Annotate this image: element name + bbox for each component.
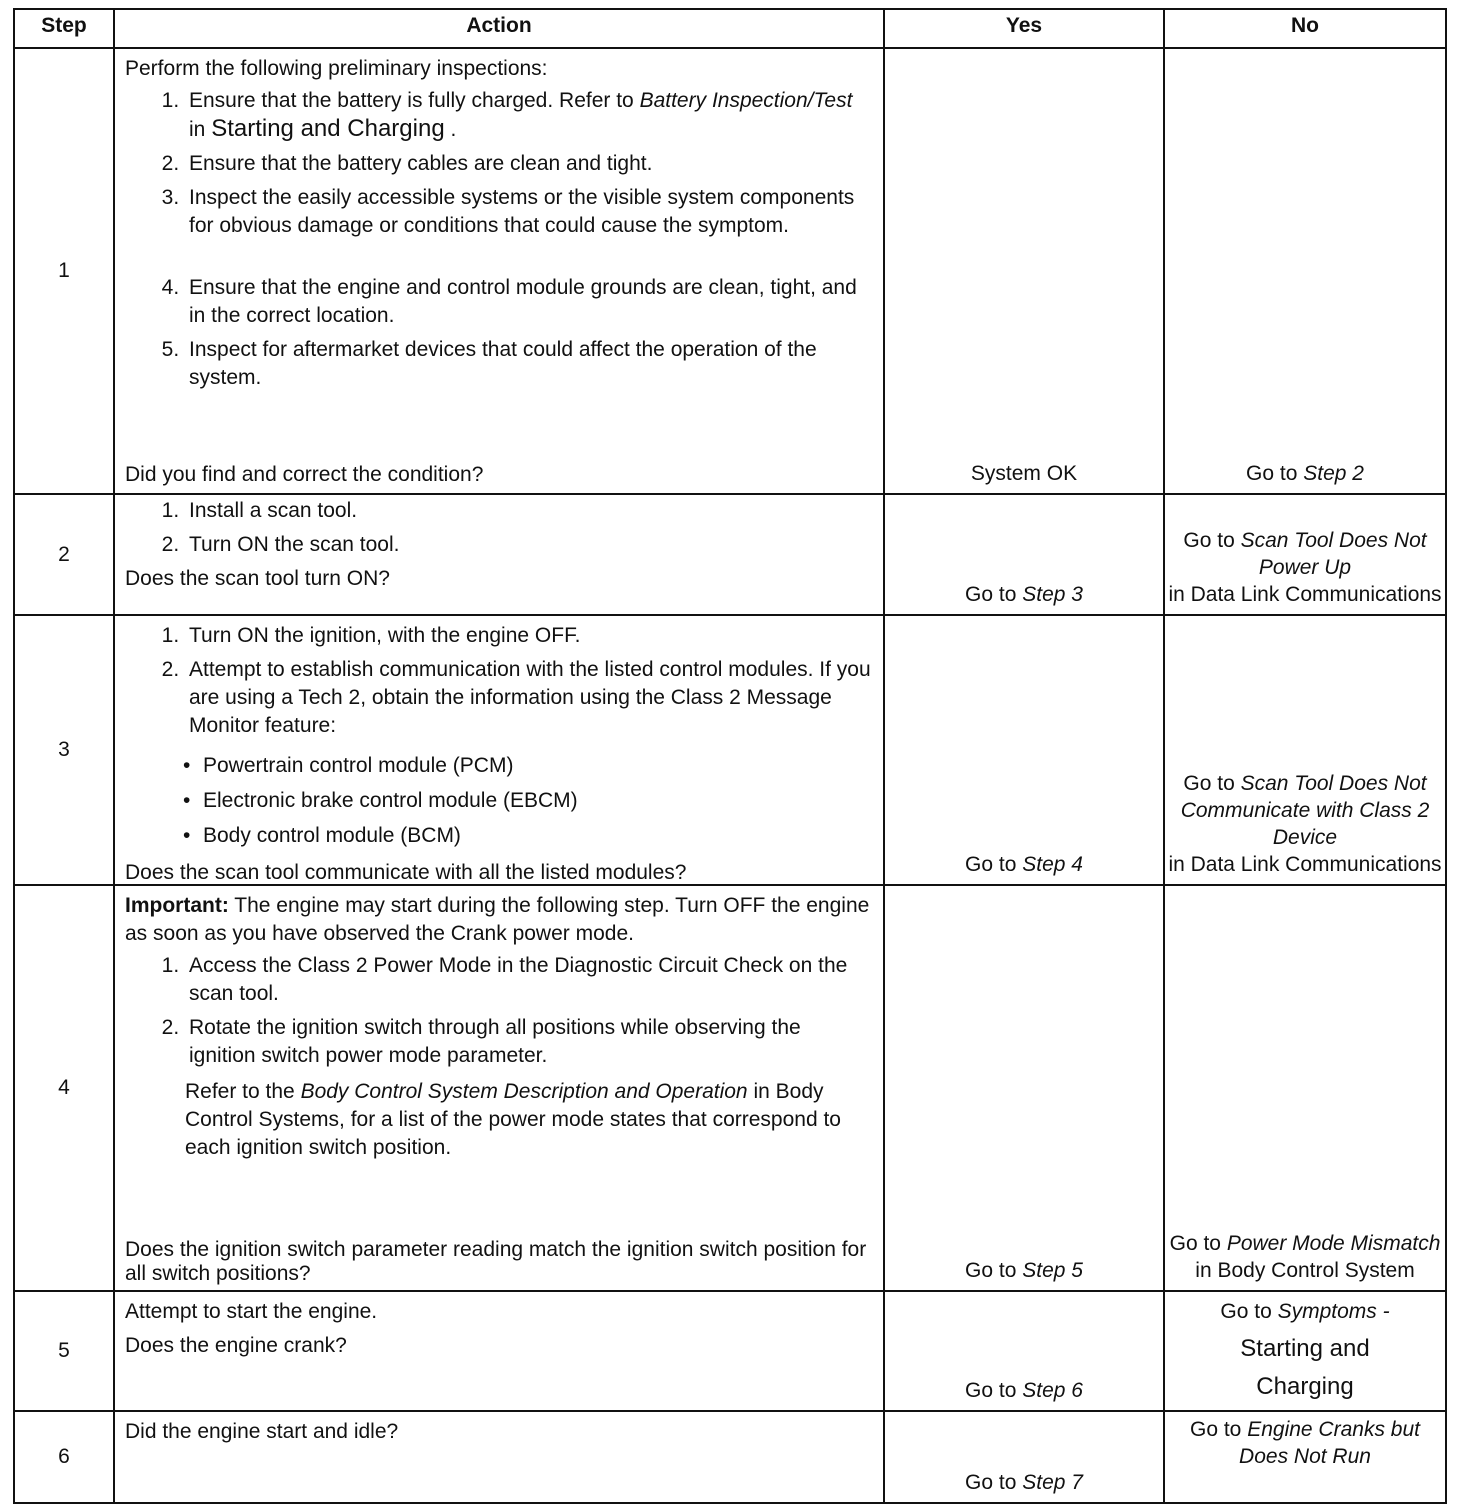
action-cell [114, 615, 884, 885]
action-question: Did the engine start and idle? [125, 1420, 399, 1443]
no-cell [1164, 1291, 1446, 1411]
bullet-list [125, 752, 873, 857]
list-item: 1. Turn ON the ignition, with the engine OFF. [185, 622, 873, 650]
list-item: 1. Install a scan tool. [185, 497, 873, 525]
list-item: 1. Ensure that the battery is fully charged. Refer to Battery Inspection/Test in Starting and Charging . [185, 87, 873, 144]
no-cell [1164, 48, 1446, 494]
step-number: 3 [14, 615, 114, 885]
list-item: 4. Ensure that the engine and control module grounds are clean, tight, and in the correct location. [185, 274, 873, 330]
yes-cell [884, 1411, 1164, 1503]
no-cell [1164, 494, 1446, 615]
list-item: 2. Rotate the ignition switch through all positions while observing the ignition switch power mode parameter. [185, 1014, 873, 1070]
list-item: • Electronic brake control module (EBCM) [203, 787, 873, 815]
no-cell [1164, 615, 1446, 885]
table-row [14, 1411, 1446, 1503]
action-intro: Attempt to start the engine. [125, 1300, 378, 1323]
yes-result: Go to Step 4 [965, 853, 1083, 876]
numbered-list [125, 497, 873, 559]
numbered-list [125, 87, 873, 398]
reference-note: Refer to the Body Control System Description and Operation in Body Control Systems, for a list of the power mode states that correspond to each ignition switch position. [185, 1080, 841, 1159]
yes-cell [884, 885, 1164, 1291]
list-item: 2. Ensure that the battery cables are clean and tight. [185, 150, 873, 178]
yes-result: Go to Step 3 [965, 583, 1083, 606]
no-result: Go to Engine Cranks but Does Not Run [1190, 1418, 1420, 1468]
list-item: 2. Attempt to establish communication with the listed control modules. If you are using a Tech 2, obtain the information using the Class 2 Message Monitor feature: [185, 656, 873, 740]
action-question: Does the scan tool turn ON? [125, 567, 390, 590]
action-question: Does the engine crank? [125, 1334, 347, 1357]
table-row [14, 615, 1446, 885]
header-step: Step [14, 9, 114, 48]
action-cell [114, 1291, 884, 1411]
step-number: 1 [14, 48, 114, 494]
action-question: Did you find and correct the condition? [125, 463, 484, 486]
action-cell [114, 885, 884, 1291]
yes-result: Go to Step 6 [965, 1379, 1083, 1402]
step-number: 5 [14, 1291, 114, 1411]
no-result: Go to Symptoms - Starting and Charging [1220, 1300, 1390, 1400]
numbered-list [125, 622, 873, 746]
step-number: 2 [14, 494, 114, 615]
action-cell [114, 48, 884, 494]
table-row [14, 494, 1446, 615]
diagnostic-table [13, 8, 1447, 1504]
action-question: Does the scan tool communicate with all the listed modules? [125, 861, 687, 884]
list-item: • Powertrain control module (PCM) [203, 752, 873, 780]
action-intro: Perform the following preliminary inspections: [125, 57, 548, 80]
step-number: 6 [14, 1411, 114, 1503]
list-item: • Body control module (BCM) [203, 822, 873, 850]
yes-cell [884, 1291, 1164, 1411]
step-number: 4 [14, 885, 114, 1291]
header-row [14, 9, 1446, 48]
yes-result: Go to Step 5 [965, 1259, 1083, 1282]
header-action: Action [114, 9, 884, 48]
important-note: Important: The engine may start during the following step. Turn OFF the engine as soon as you have observed the Crank power mode. [125, 894, 870, 945]
yes-result: System OK [970, 462, 1078, 485]
no-result: Go to Power Mode Mismatch in Body Control System [1169, 1232, 1441, 1282]
table-row [14, 48, 1446, 494]
no-result: Go to Scan Tool Does Not Communicate with Class 2 Device in Data Link Communications [1168, 772, 1442, 876]
list-item: 5. Inspect for aftermarket devices that could affect the operation of the system. [185, 336, 873, 392]
no-result: Go to Scan Tool Does Not Power Up in Data Link Communications [1168, 529, 1442, 606]
action-question: Does the ignition switch parameter reading match the ignition switch position for all switch positions? [125, 1238, 867, 1285]
header-no: No [1164, 9, 1446, 48]
no-result: Go to Step 2 [1246, 462, 1364, 485]
yes-cell [884, 615, 1164, 885]
yes-result: Go to Step 7 [965, 1471, 1083, 1494]
numbered-list [125, 952, 873, 1072]
list-item: 3. Inspect the easily accessible systems or the visible system components for obvious damage or conditions that could cause the symptom. [185, 184, 873, 240]
table-row [14, 1291, 1446, 1411]
yes-cell [884, 48, 1164, 494]
table-row [14, 885, 1446, 1291]
action-cell [114, 494, 884, 615]
list-item: 2. Turn ON the scan tool. [185, 531, 873, 559]
header-yes: Yes [884, 9, 1164, 48]
yes-cell [884, 494, 1164, 615]
list-item: 1. Access the Class 2 Power Mode in the Diagnostic Circuit Check on the scan tool. [185, 952, 873, 1008]
no-cell [1164, 1411, 1446, 1503]
action-cell [114, 1411, 884, 1503]
no-cell [1164, 885, 1446, 1291]
